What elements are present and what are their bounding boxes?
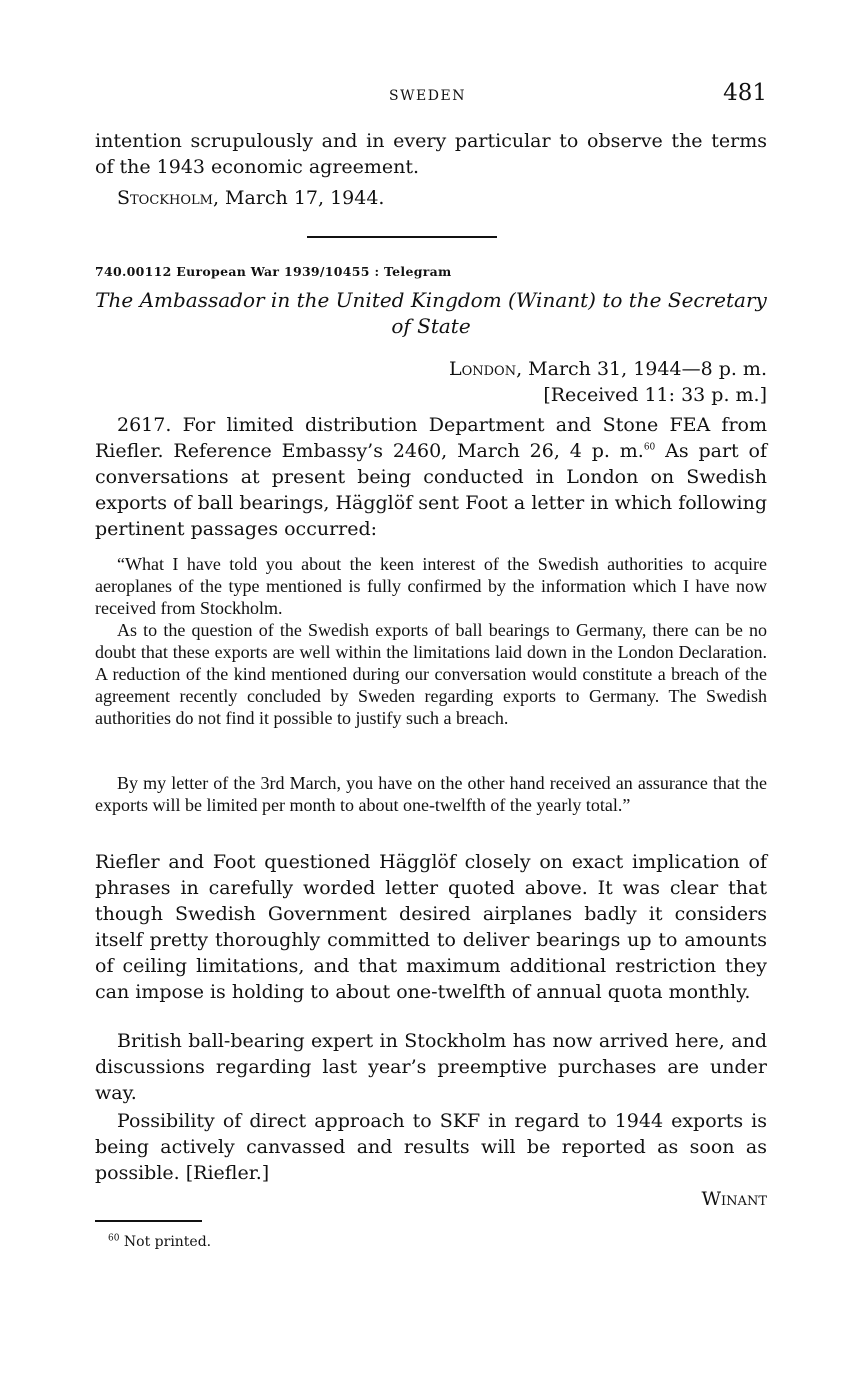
footnote-reference: 60: [643, 442, 656, 453]
footnote-rule: [95, 1220, 202, 1222]
document-reference: 740.00112 European War 1939/10455 : Telegram: [95, 264, 452, 279]
footnote-marker: 60: [108, 1233, 120, 1244]
page-number: 481: [723, 80, 767, 106]
dateline-place: Stockholm: [117, 187, 213, 209]
paragraph-skf-approach: Possibility of direct approach to SKF in regard to 1944 exports is being actively canvassed and results will be reported as soon as possible. [Riefler.]: [95, 1110, 767, 1184]
continuation-paragraph: intention scrupulously and in every particular to observe the terms of the 1943 economic agreement.: [95, 130, 767, 178]
dateline-london-date: , March 31, 1944—8 p. m.: [516, 358, 767, 380]
dateline-stockholm: [95, 185, 767, 211]
section-divider: [307, 236, 497, 238]
paragraph-2617-text: 2617. For limited distribution Department and Stone FEA from Riefler. Reference Embassy’s 2460, March 26, 4 p. m.: [95, 414, 767, 462]
dateline-london: [449, 356, 767, 382]
paragraph-2617-text-cont: As part of conversations at present being conducted in London on Swedish exports of ball bearings, Hägglöf sent Foot a letter in which following pertinent passages occurred:: [95, 440, 767, 540]
footnote-text: Not printed.: [119, 1234, 212, 1250]
quoted-passage-3: By my letter of the 3rd March, you have on the other hand received an assurance that the exports will be limited per month to about one-twelfth of the yearly total.”: [95, 773, 767, 815]
running-title: SWEDEN: [389, 88, 466, 104]
document-title-line-2: of State: [391, 314, 471, 338]
signature: Winant: [701, 1188, 767, 1210]
received-time: [Received 11: 33 p. m.]: [543, 384, 767, 406]
paragraph-british-expert: British ball-bearing expert in Stockholm has now arrived here, and discussions regarding last year’s preemptive purchases are under way.: [95, 1030, 767, 1104]
quoted-passage-1: “What I have told you about the keen interest of the Swedish authorities to acquire aeroplanes of the type mentioned is fully confirmed by the information which I have now received from Stockholm.: [95, 554, 767, 618]
dateline-date: , March 17, 1944.: [212, 187, 385, 209]
paragraph-2617: [95, 412, 767, 542]
quoted-passage-2: As to the question of the Swedish exports of ball bearings to Germany, there can be no doubt that these exports are well within the limitations laid down in the London Declaration. A reduction of the kind mentioned during our conversation would constitute a breach of the agreement recently concluded by Sweden regarding exports to Germany. The Swedish authorities do not find it possible to justify such a breach.: [95, 620, 767, 728]
document-title: [95, 287, 767, 339]
document-title-line-1: The Ambassador in the United Kingdom (Winant) to the Secretary: [95, 288, 767, 312]
dateline-london-place: London: [448, 358, 517, 380]
footnote: [108, 1234, 211, 1250]
paragraph-riefler-foot: Riefler and Foot questioned Hägglöf closely on exact implication of phrases in carefully worded letter quoted above. It was clear that though Swedish Government desired airplanes badly it considers itself pretty thoroughly committed to deliver bearings up to amounts of ceiling limitations, and that maximum additional restriction they can impose is holding to about one-twelfth of annual quota monthly.: [95, 851, 767, 1003]
